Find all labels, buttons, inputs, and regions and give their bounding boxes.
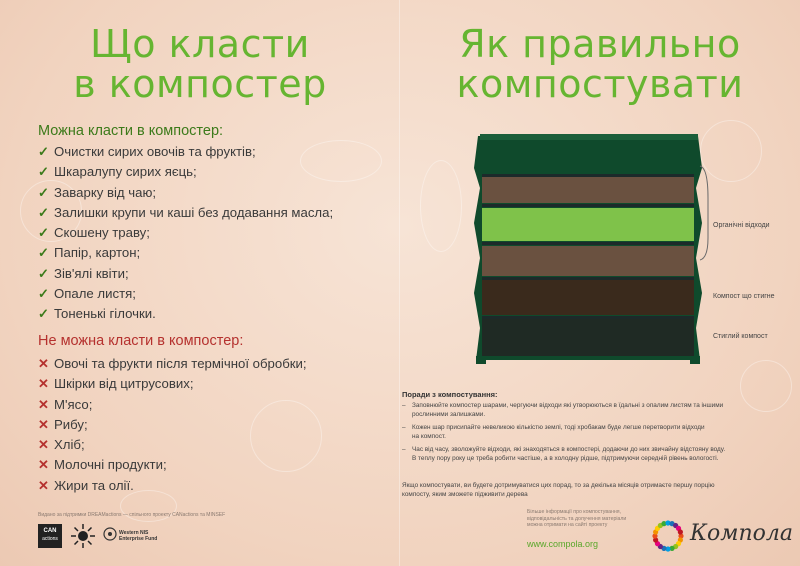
list-item (38, 476, 307, 496)
tip-item (402, 423, 777, 441)
right-title-line: Як правильно (459, 22, 741, 66)
list-item (38, 183, 333, 203)
website-link[interactable]: www.compola.org (527, 539, 599, 549)
tip-item (402, 445, 777, 463)
cross-icon: ✕ (38, 356, 50, 371)
list-item-text: Зів'ялі квіти; (54, 265, 129, 281)
check-icon: ✓ (38, 286, 50, 302)
tips-conclusion-line: Якщо компостувати, ви будете дотримуватися цих порад, то за декілька місяців отримаєте першу порцію (402, 482, 715, 489)
list-item-text: Шкірки від цитрусових; (54, 376, 194, 392)
canactions-logo (38, 524, 62, 548)
cross-icon: ✕ (38, 396, 50, 412)
layer-brown (482, 246, 694, 276)
cross-icon: ✕ (38, 437, 50, 453)
list-item-text: Хліб; (54, 437, 85, 453)
layer-mature (482, 318, 694, 356)
dash-icon: – (402, 446, 406, 453)
layer-top (482, 142, 694, 174)
layer-separator (482, 242, 694, 245)
check-icon: ✓ (38, 204, 50, 220)
list-item (38, 264, 333, 284)
list-item (38, 395, 307, 415)
list-item (38, 374, 307, 394)
canactions-logo-text: actions (42, 536, 58, 542)
check-icon: ✓ (38, 164, 50, 180)
list-item-text: Залишки крупи чи каші без додавання масла; (54, 204, 334, 220)
tip-text: Час від часу, зволожуйте відходи, які знаходяться в компостері, додаючи до них звичайну відстояну воду. (412, 446, 726, 453)
list-item (38, 142, 333, 162)
right-title-line: компостувати (456, 62, 744, 106)
tip-text: на компост. (412, 433, 446, 440)
label-maturing: Компост що стигне (713, 293, 775, 300)
list-item (38, 203, 333, 223)
list-item-text: Шкаралупу сирих яєць; (54, 164, 197, 180)
list-item (38, 284, 333, 304)
layer-separator (482, 316, 694, 319)
left-title-line: Що класти (90, 22, 310, 66)
can-heading: Можна класти в компостер: (38, 123, 224, 139)
cannot-list (38, 354, 307, 496)
list-item (38, 223, 333, 243)
list-item (38, 415, 307, 435)
left-page-title (0, 24, 400, 104)
list-item (38, 304, 333, 324)
logo-dot (678, 529, 683, 534)
list-item-text: Тоненькі гілочки. (54, 306, 156, 322)
list-item-text: Папір, картон; (54, 245, 141, 261)
check-icon: ✓ (38, 184, 50, 200)
list-item (38, 243, 333, 263)
dash-icon: – (402, 402, 406, 409)
sunburst-logo-icon (70, 523, 96, 549)
check-icon: ✓ (38, 245, 50, 261)
compola-logo-icon (650, 518, 686, 554)
list-item-text: Скошену траву; (54, 225, 150, 241)
list-item-text: Заварку від чаю; (54, 184, 157, 200)
list-item-text: Жири та олії. (54, 477, 134, 493)
layer-separator (482, 277, 694, 280)
more-info-text: Більше інформації про компостування, відповідальність та долучення матеріали можна отримати на сайті проекту (527, 509, 627, 528)
composter-illustration (468, 128, 718, 368)
right-page-title (400, 24, 800, 104)
tip-text: Заповнюйте компостер шарами, чергуючи відходи які утворюються в їдальні з опалим листям та іншими (412, 402, 724, 409)
check-icon: ✓ (38, 265, 50, 281)
layer-brown (482, 176, 694, 203)
wnisef-logo-icon (103, 527, 117, 541)
layer-organic (482, 208, 694, 241)
canactions-logo-text: CAN (43, 528, 57, 534)
list-item (38, 435, 307, 455)
list-item-text: М'ясо; (54, 396, 93, 412)
list-item (38, 354, 307, 374)
list-item-text: Молочні продукти; (54, 457, 167, 473)
layer-separator (482, 174, 694, 177)
label-organic: Органічні відходи (713, 222, 770, 229)
label-mature: Стиглий компост (713, 333, 768, 340)
cross-icon: ✕ (38, 416, 50, 432)
composter-lid (480, 134, 698, 140)
tip-item (402, 401, 777, 419)
cross-icon: ✕ (38, 376, 50, 392)
tips-title: Поради з компостування: (402, 390, 498, 399)
check-icon: ✓ (38, 144, 50, 159)
brand-name: Компола (690, 521, 794, 546)
tips-conclusion-line: компосту, яким зможете підживити дерева (402, 491, 528, 498)
dash-icon: – (402, 424, 406, 431)
footnote: Видано за підтримки DREAMactions — спільного проекту CANactions та MINSEF (38, 512, 226, 518)
cross-icon: ✕ (38, 477, 50, 493)
layer-maturing (482, 278, 694, 315)
cross-icon: ✕ (38, 457, 50, 473)
list-item (38, 455, 307, 475)
left-title-line: в компостер (73, 62, 327, 106)
wnisef-logo-text: Western NIS Enterprise Fund (119, 530, 158, 542)
background-doodle (420, 160, 462, 252)
tip-text: В теплу пору року це треба робити частіше, а в холодну рідше, підтримуючи середній рівень вологості. (412, 455, 719, 462)
layer-separator (482, 204, 694, 207)
composter-foot (476, 356, 486, 364)
check-icon: ✓ (38, 225, 50, 241)
list-item-text: Опале листя; (54, 286, 136, 302)
check-icon: ✓ (38, 306, 50, 322)
composter-foot (690, 356, 700, 364)
list-item-text: Очистки сирих овочів та фруктів; (54, 144, 256, 159)
can-list (38, 142, 333, 325)
tips-conclusion (402, 481, 782, 499)
bracket-icon (700, 166, 708, 260)
tip-text: Кожен шар присипайте невеликою кількістю землі, тоді хробакам буде легше перетворити відходи (412, 424, 705, 431)
list-item-text: Рибу; (54, 416, 88, 432)
cannot-heading: Не можна класти в компостер: (38, 333, 244, 349)
tip-text: рослинними залишками. (412, 411, 486, 418)
list-item-text: Овочі та фрукти після термічної обробки; (54, 356, 307, 371)
list-item (38, 162, 333, 182)
